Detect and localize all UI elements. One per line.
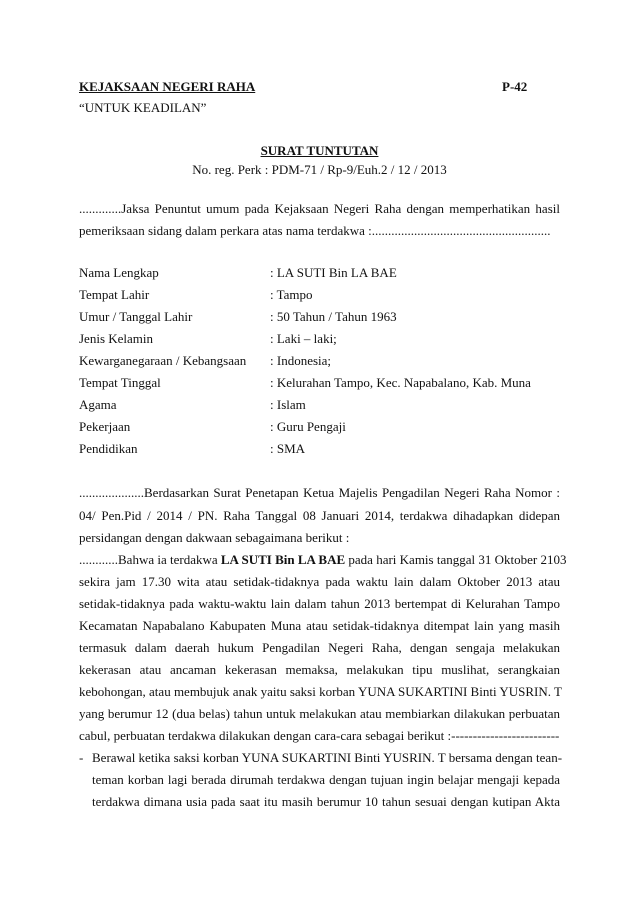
identity-label: Tempat Lahir [79,287,150,302]
paragraph-line: setidak-tidaknya pada waktu-waktu lain dalam tahun 2013 bertempat di Kelurahan Tampo [79,596,560,611]
identity-value: : LA SUTI Bin LA BAE [270,265,397,280]
bullet-line: Berawal ketika saksi korban YUNA SUKARTINI Binti YUSRIN. T bersama dengan tean- [92,750,563,765]
identity-value: : Guru Pengaji [270,419,346,434]
identity-label: Jenis Kelamin [79,331,154,346]
intro-line: .............Jaksa Penuntut umum pada Kejaksaan Negeri Raha dengan memperhatikan hasil [79,201,560,216]
bullet-line: terdakwa dimana usia pada saat itu masih berumur 10 tahun sesuai dengan kutipan Akta [92,794,560,809]
paragraph-line: termasuk dalam daerah hukum Pengadilan Negeri Raha, dengan sengaja melakukan [79,640,560,655]
bullet-line: teman korban lagi berada dirumah terdakwa dengan tujuan ingin belajar mengaji kepada [92,772,560,787]
paragraph-line: ....................Berdasarkan Surat Penetapan Ketua Majelis Pengadilan Negeri Raha Nomor : [79,485,560,500]
paragraph-line: persidangan dengan dakwaan sebagaimana berikut : [79,530,350,545]
identity-label: Tempat Tinggal [79,375,161,390]
identity-value: : Indonesia; [270,353,332,368]
identity-value: : SMA [270,441,306,456]
bullet-mark: - [79,750,84,765]
paragraph-line: Kecamatan Napabalano Kabupaten Muna atau setidak-tidaknya ditempat lain yang masih [79,618,560,633]
identity-value: : Kelurahan Tampo, Kec. Napabalano, Kab. Muna [270,375,531,390]
identity-value: : Laki – laki; [270,331,337,346]
paragraph-line: cabul, perbuatan terdakwa dilakukan dengan cara-cara sebagai berikut :------------------------- [79,728,560,743]
document-title: SURAT TUNTUTAN [260,143,379,158]
motto: “UNTUK KEADILAN” [79,100,207,115]
identity-value: : 50 Tahun / Tahun 1963 [270,309,397,324]
paragraph-line: yang berumur 12 (dua belas) tahun untuk melakukan atau membiarkan dilakukan perbuatan [79,706,560,721]
form-code: P-42 [502,79,528,94]
identity-label: Nama Lengkap [79,265,159,280]
identity-value: : Islam [270,397,306,412]
paragraph-line [79,552,566,568]
identity-label: Umur / Tanggal Lahir [79,309,193,324]
text-segment: pada hari Kamis tanggal 31 Oktober 2103 [345,552,567,567]
identity-label: Kewarganegaraan / Kebangsaan [79,353,247,368]
registration-number: No. reg. Perk : PDM-71 / Rp-9/Euh.2 / 12 / 2013 [192,162,447,177]
identity-label: Pekerjaan [79,419,131,434]
paragraph-line: sekira jam 17.30 wita atau setidak-tidaknya pada waktu lain dalam Oktober 2013 atau [79,574,560,589]
paragraph-line: kekerasan atau ancaman kekerasan memaksa, melakukan tipu muslihat, serangkaian [79,662,560,677]
intro-line: pemeriksaan sidang dalam perkara atas nama terdakwa :....................................................... [79,223,551,238]
defendant-name: LA SUTI Bin LA BAE [220,552,346,567]
identity-value: : Tampo [270,287,313,302]
identity-label: Pendidikan [79,441,138,456]
identity-label: Agama [79,397,117,412]
text-segment: ............Bahwa ia terdakwa [79,552,221,567]
office-name: KEJAKSAAN NEGERI RAHA [79,79,256,94]
paragraph-line: 04/ Pen.Pid / 2014 / PN. Raha Tanggal 08 Januari 2014, terdakwa dihadapkan didepan [79,508,560,523]
paragraph-line: kebohongan, atau membujuk anak yaitu saksi korban YUNA SUKARTINI Binti YUSRIN. T [79,684,562,699]
